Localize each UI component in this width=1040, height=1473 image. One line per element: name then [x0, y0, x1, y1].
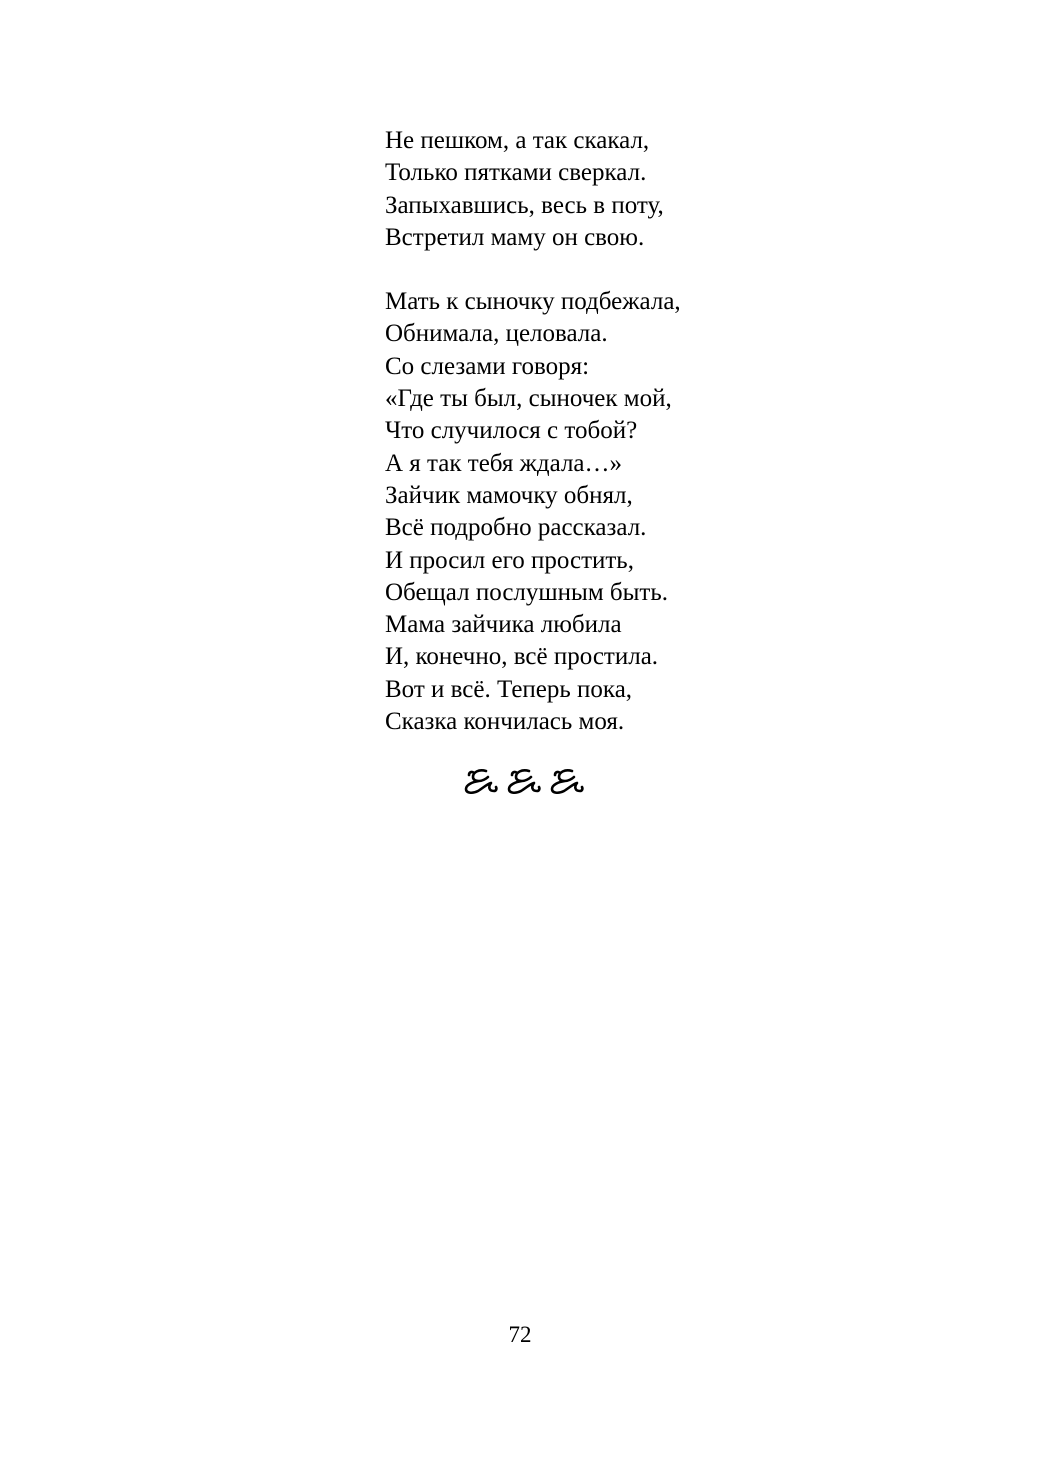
poem-line: Мама зайчика любила [385, 611, 622, 639]
poem-line: Встретил маму он свою. [385, 223, 645, 251]
flourish-icon [462, 766, 499, 796]
ornament-divider [462, 766, 585, 796]
poem-line: И просил его простить, [385, 546, 634, 574]
poem-line: Вот и всё. Теперь пока, [385, 675, 633, 703]
poem-line: Обнимала, целовала. [385, 320, 608, 348]
poem-line: Обещал послушным быть. [385, 578, 668, 606]
poem-line: Только пятками сверкал. [385, 159, 647, 187]
poem-line: Всё подробно рассказал. [385, 514, 647, 542]
poem-line: Зайчик мамочку обнял, [385, 481, 633, 509]
poem-line: Мать к сыночку подбежала, [385, 288, 681, 316]
stanza-1 [385, 125, 681, 254]
stanza-2 [385, 286, 681, 738]
flourish-icon [505, 766, 542, 796]
poem-line: Запыхавшись, весь в поту, [385, 191, 664, 219]
poem-line: И, конечно, всё простила. [385, 643, 659, 671]
poem-line: Сказка кончилась моя. [385, 708, 625, 736]
poem-line: Не пешком, а так скакал, [385, 127, 650, 154]
poem-line: «Где ты был, сыночек мой, [385, 385, 672, 413]
poem-line: Со слезами говоря: [385, 352, 590, 380]
poem [385, 125, 681, 738]
poem-line: Что случилося с тобой? [385, 417, 638, 445]
poem-line: А я так тебя ждала…» [385, 449, 623, 477]
page-number: 72 [508, 1322, 532, 1347]
flourish-icon [548, 766, 585, 796]
